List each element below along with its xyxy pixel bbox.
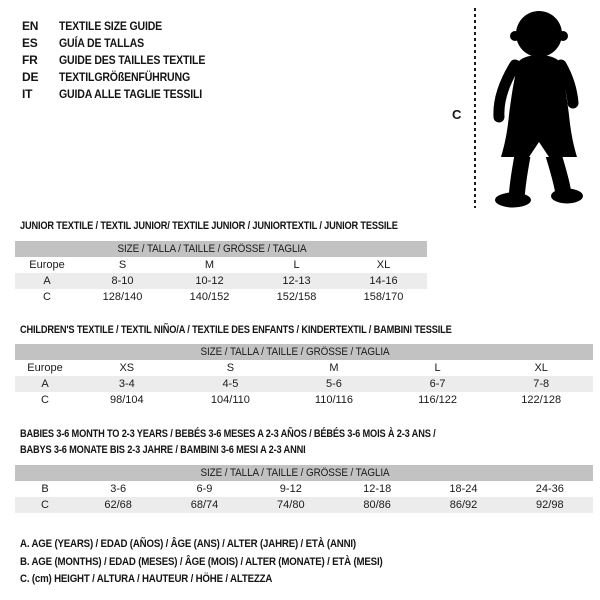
language-row	[22, 69, 225, 86]
table-cell: 5-6	[282, 376, 386, 392]
table-row	[15, 392, 593, 408]
height-measure-figure	[440, 4, 598, 214]
children-table-title: CHILDREN'S TEXTILE / TEXTIL NIÑO/A / TEXTILE DES ENFANTS / KINDERTEXTIL / BAMBINI TESSILE	[20, 324, 452, 336]
table-cell: 122/128	[521, 394, 562, 406]
table-row	[15, 360, 593, 376]
table-cell: L	[293, 259, 300, 271]
table-cell: 9-12	[279, 483, 302, 495]
table-size-header-row	[15, 465, 593, 481]
table-cell: XS	[119, 362, 135, 374]
table-cell: 86/92	[420, 497, 506, 513]
legend-note-c: C. (cm) HEIGHT / ALTURA / HAUTEUR / HÖHE / ALTEZZA	[20, 573, 273, 585]
table-row	[15, 273, 427, 289]
table-cell: 3-6	[110, 483, 127, 495]
table-cell: 62/68	[75, 497, 161, 513]
row-label: C	[43, 291, 51, 303]
table-cell: 98/104	[109, 394, 144, 406]
table-cell: 80/86	[334, 497, 420, 513]
table-cell: 4-5	[179, 376, 283, 392]
table-row	[15, 376, 593, 392]
language-title-block	[22, 18, 225, 103]
table-size-header-row	[15, 241, 427, 257]
table-cell: 14-16	[340, 273, 427, 289]
language-row	[22, 35, 225, 52]
language-code: FR	[22, 53, 38, 67]
babies-table-title: BABIES 3-6 MONTH TO 2-3 YEARS / BEBÉS 3-6 MESES A 2-3 AÑOS / BÉBÉS 3-6 MOIS À 2-3 ANS / BABYS 3-6 MONATE BIS 2-3 JAHRE / BAMBINI 3-6 MESI A 2-3 ANNI	[20, 428, 436, 456]
row-label: C	[41, 394, 49, 406]
row-label: Europe	[29, 259, 65, 271]
table-cell: 68/74	[161, 497, 247, 513]
row-label: Europe	[27, 362, 63, 374]
table-cell: 110/116	[314, 394, 354, 406]
legend-note-a: A. AGE (YEARS) / EDAD (AÑOS) / ÂGE (ANS) / ALTER (JAHRE) / ETÀ (ANNI)	[20, 538, 356, 550]
size-header-label: SIZE / TALLA / TAILLE / GRÖSSE / TAGLIA	[117, 243, 308, 255]
table-cell: 74/80	[248, 497, 334, 513]
language-code: ES	[22, 36, 38, 50]
size-header-label: SIZE / TALLA / TAILLE / GRÖSSE / TAGLIA	[200, 467, 391, 479]
language-code: EN	[22, 19, 39, 33]
guide-title-es: GUÍA DE TALLAS	[59, 36, 144, 50]
junior-table-title: JUNIOR TEXTILE / TEXTIL JUNIOR/ TEXTILE JUNIOR / JUNIORTEXTIL / JUNIOR TESSILE	[20, 220, 398, 232]
table-cell: 3-4	[75, 376, 179, 392]
table-cell: 116/122	[418, 394, 458, 406]
table-cell: 18-24	[449, 483, 478, 495]
legend-notes	[20, 536, 432, 589]
table-cell: 8-10	[79, 273, 166, 289]
babies-size-table	[15, 465, 593, 513]
row-label: A	[15, 273, 79, 289]
row-label: C	[15, 497, 75, 513]
language-row	[22, 18, 225, 35]
legend-note-b: B. AGE (MONTHS) / EDAD (MESES) / ÂGE (MOIS) / ALTER (MONATE) / ETÀ (MESI)	[20, 555, 383, 568]
table-cell: 92/98	[507, 497, 593, 513]
table-cell: 12-13	[253, 273, 340, 289]
table-cell: S	[118, 259, 127, 271]
language-code: DE	[22, 70, 39, 84]
size-header-label: SIZE / TALLA / TAILLE / GRÖSSE / TAGLIA	[200, 346, 391, 358]
table-cell: M	[329, 362, 339, 374]
height-dashed-line	[474, 8, 476, 208]
table-cell: S	[226, 362, 235, 374]
table-cell: 6-7	[386, 376, 490, 392]
table-cell: M	[204, 259, 215, 271]
table-row	[15, 481, 593, 497]
guide-title-en: TEXTILE SIZE GUIDE	[59, 19, 163, 33]
table-cell: 158/170	[363, 291, 404, 303]
row-label: A	[15, 376, 75, 392]
table-size-header-row	[15, 344, 593, 360]
table-cell: 12-18	[363, 483, 392, 495]
table-cell: 10-12	[166, 273, 253, 289]
table-cell: L	[434, 362, 441, 374]
table-cell: 24-36	[535, 483, 564, 495]
table-cell: 128/140	[102, 291, 143, 303]
table-cell: 140/152	[189, 291, 230, 303]
children-size-table	[15, 344, 593, 408]
table-row	[15, 257, 427, 273]
table-cell: 104/110	[210, 394, 250, 406]
table-cell: XL	[376, 259, 391, 271]
table-cell: 6-9	[196, 483, 213, 495]
guide-title-it: GUIDA ALLE TAGLIE TESSILI	[59, 87, 203, 101]
guide-title-de: TEXTILGRÖßENFÜHRUNG	[59, 70, 191, 84]
guide-title-fr: GUIDE DES TAILLES TEXTILE	[59, 53, 206, 67]
language-row	[22, 52, 225, 69]
height-measure-label: C	[452, 107, 462, 122]
table-row	[15, 497, 593, 513]
row-label: B	[41, 483, 49, 495]
junior-size-table	[15, 241, 427, 305]
language-row	[22, 86, 225, 103]
language-code: IT	[22, 87, 33, 101]
table-row	[15, 289, 427, 305]
baby-silhouette-icon	[485, 4, 597, 212]
table-cell: 152/158	[276, 291, 317, 303]
table-cell: 7-8	[489, 376, 593, 392]
table-cell: XL	[534, 362, 548, 374]
